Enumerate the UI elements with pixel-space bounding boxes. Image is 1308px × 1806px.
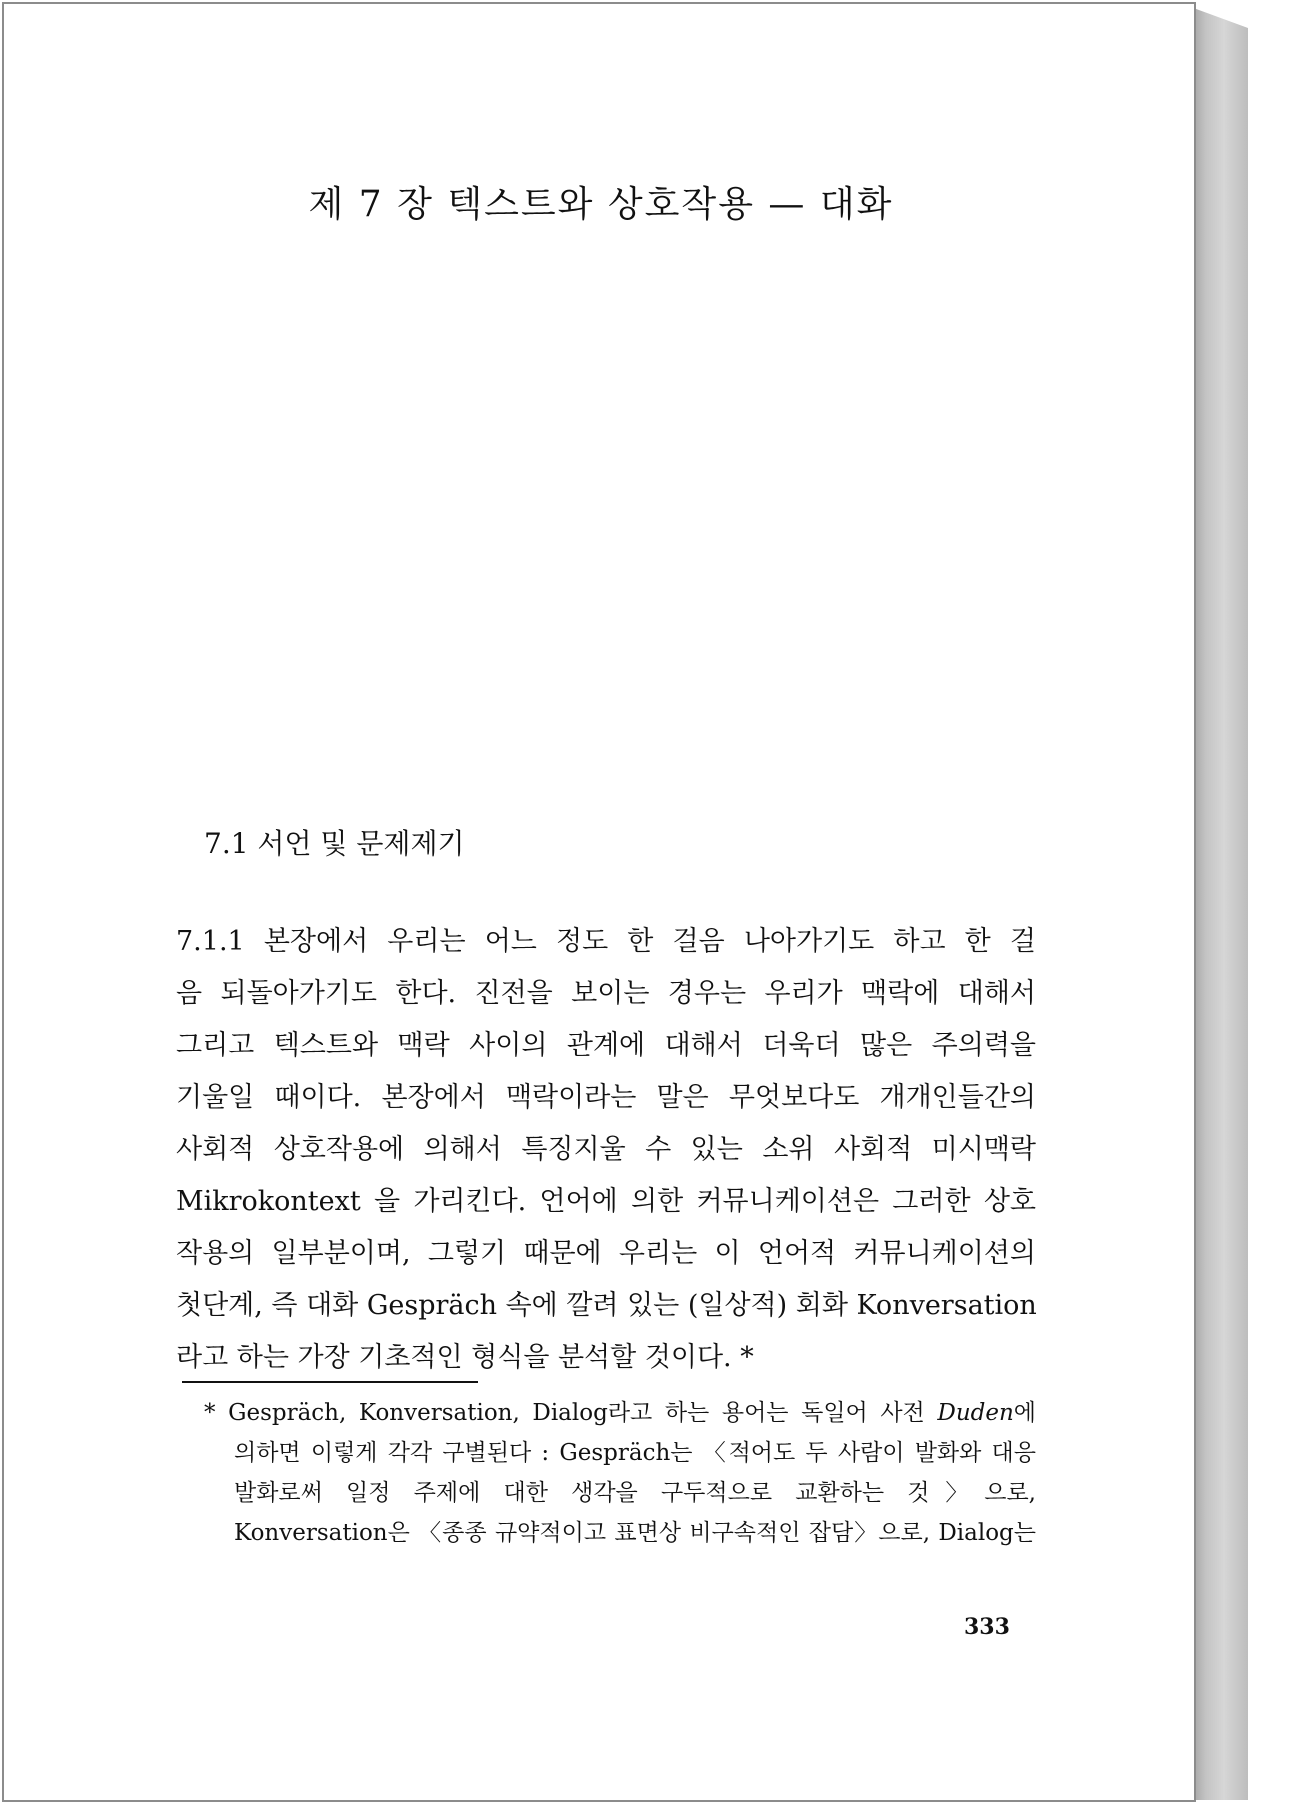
body-paragraph (176, 916, 1036, 1384)
chapter-title: 제 7 장 텍스트와 상호작용 — 대화 (308, 184, 894, 225)
body-line: 첫단계, 즉 대화 Gespräch 속에 깔려 있는 (일상적) 회화 Konversation (176, 1290, 1037, 1321)
body-line: 음 되돌아가기도 한다. 진전을 보이는 경우는 우리가 맥락에 대해서 (176, 978, 1036, 1009)
body-line: 그리고 텍스트와 맥락 사이의 관계에 대해서 더욱더 많은 주의력을 (176, 1030, 1036, 1061)
footnote-text: 에 (1013, 1400, 1036, 1426)
footnote-line: 의하면 이렇게 각각 구별된다 : Gespräch는 〈적어도 두 사람이 발화와 대응 (234, 1440, 1036, 1466)
body-line: 작용의 일부분이며, 그렇기 때문에 우리는 이 언어적 커뮤니케이션의 (176, 1238, 1036, 1269)
page-number: 333 (964, 1614, 1010, 1640)
dictionary-name: Duden (937, 1400, 1014, 1426)
footnote (204, 1393, 1036, 1553)
footnote-line: 발화로써 일정 주제에 대한 생각을 구두적으로 교환하는 것〉으로, (234, 1480, 1036, 1506)
footnote-line: Konversation은 〈종종 규약적이고 표면상 비구속적인 잡담〉으로, Dialog는 (234, 1520, 1036, 1546)
body-line: Mikrokontext 을 가리킨다. 언어에 의한 커뮤니케이션은 그러한 상호 (176, 1186, 1036, 1217)
body-line: 라고 하는 가장 기초적인 형식을 분석할 것이다. * (176, 1342, 754, 1373)
footnote-line (204, 1393, 1036, 1433)
footnote-text: * Gespräch, Konversation, Dialog라고 하는 용어는 독일어 사전 (204, 1400, 938, 1426)
body-line: 사회적 상호작용에 의해서 특징지울 수 있는 소위 사회적 미시맥락 (176, 1134, 1036, 1165)
section-title: 7.1 서언 및 문제제기 (204, 827, 465, 860)
body-line: 기울일 때이다. 본장에서 맥락이라는 말은 무엇보다도 개개인들간의 (176, 1082, 1036, 1113)
page-edge (1188, 6, 1248, 1800)
body-line: 7.1.1 본장에서 우리는 어느 정도 한 걸음 나아가기도 하고 한 걸 (176, 926, 1036, 957)
book-page (2, 2, 1196, 1802)
footnote-divider (182, 1381, 478, 1383)
